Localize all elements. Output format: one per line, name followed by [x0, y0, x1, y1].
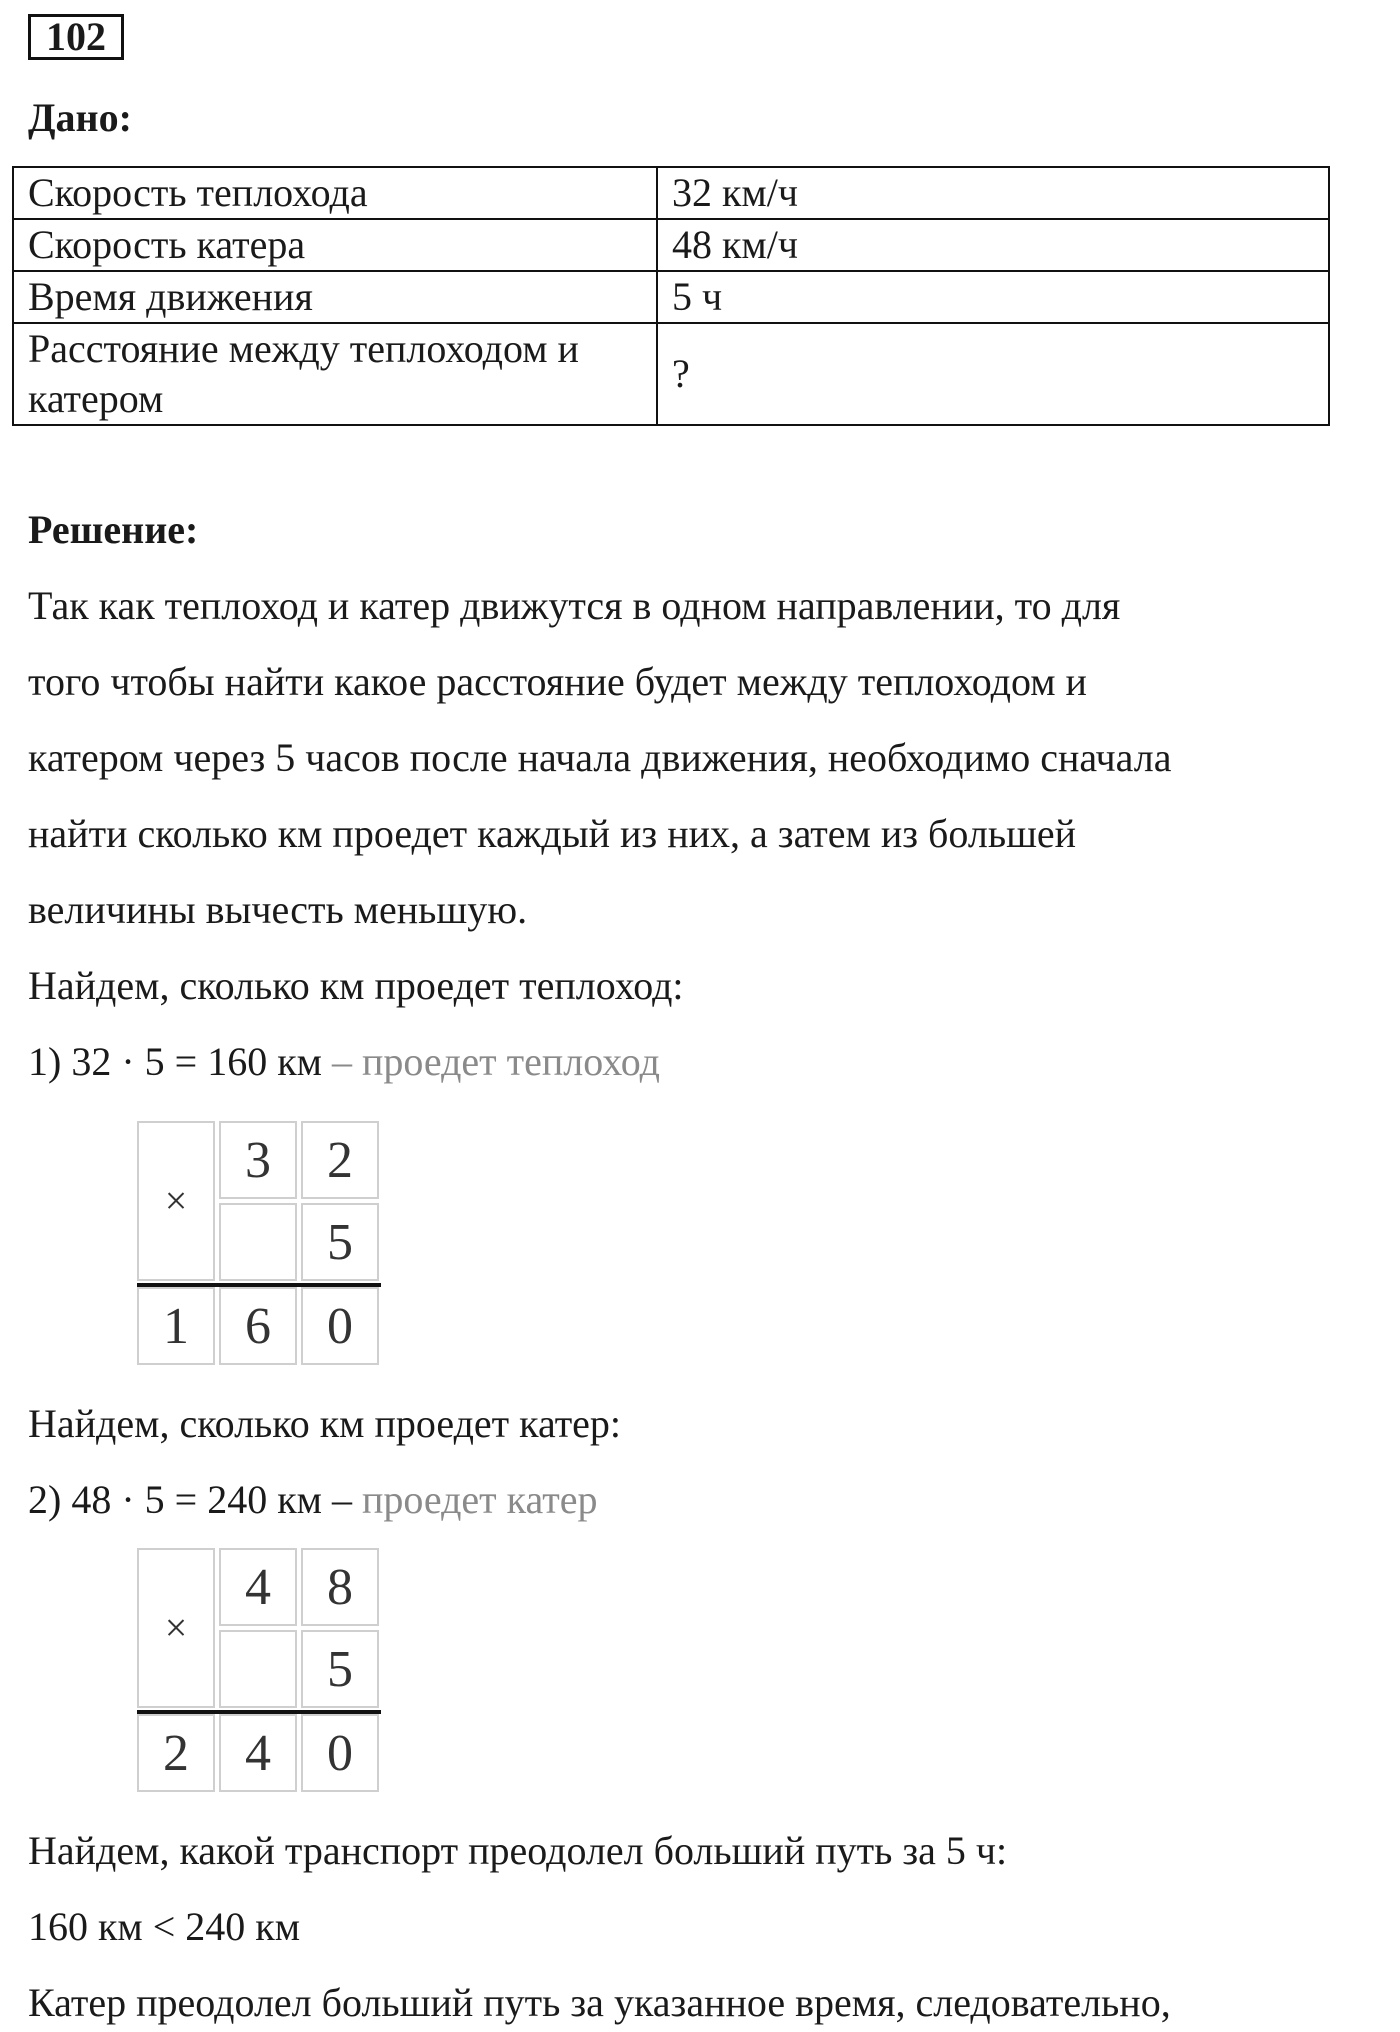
grid-digit: 0 — [301, 1287, 379, 1365]
grid-digit: 5 — [301, 1630, 379, 1708]
compare-expression: 160 км < 240 км — [28, 1904, 301, 1949]
grid-digit: 4 — [219, 1714, 297, 1792]
solution-heading: Решение: — [28, 507, 199, 552]
table-row — [13, 167, 1329, 219]
given-value: 48 км/ч — [657, 219, 1329, 271]
intro-line: того чтобы найти какое расстояние будет между теплоходом и — [28, 659, 1087, 704]
grid-digit: 2 — [137, 1714, 215, 1792]
given-label — [13, 323, 657, 425]
given-value: ? — [657, 323, 1329, 425]
grid-digit: 5 — [301, 1203, 379, 1281]
step2-note: проедет катер — [361, 1477, 598, 1522]
multiplication-grid-2 — [137, 1548, 381, 1792]
multiply-sign: × — [137, 1121, 215, 1281]
step1-equation-line — [28, 1038, 660, 1086]
given-label: Скорость катера — [13, 219, 657, 271]
grid-digit: 1 — [137, 1287, 215, 1365]
step1-note: – проедет теплоход — [321, 1039, 660, 1084]
given-value: 32 км/ч — [657, 167, 1329, 219]
step2-equation-line — [28, 1476, 597, 1524]
table-row — [13, 219, 1329, 271]
grid-digit: 4 — [219, 1548, 297, 1626]
given-table — [12, 166, 1330, 426]
intro-line: величины вычесть меньшую. — [28, 887, 528, 932]
step1-equation: 1) 32 · 5 = 160 км — [28, 1039, 322, 1084]
compare-intro: Найдем, какой транспорт преодолел больший путь за 5 ч: — [28, 1828, 1008, 1873]
table-row — [13, 271, 1329, 323]
grid-digit — [219, 1630, 297, 1708]
grid-digit: 0 — [301, 1714, 379, 1792]
table-row — [13, 323, 1329, 425]
intro-line: Так как теплоход и катер движутся в одном направлении, то для — [28, 583, 1121, 628]
grid-digit: 3 — [219, 1121, 297, 1199]
grid-digit: 2 — [301, 1121, 379, 1199]
given-label: Время движения — [13, 271, 657, 323]
intro-line: найти сколько км проедет каждый из них, а затем из большей — [28, 811, 1077, 856]
step1-intro: Найдем, сколько км проедет теплоход: — [28, 963, 684, 1008]
given-label: Скорость теплохода — [13, 167, 657, 219]
step2-intro: Найдем, сколько км проедет катер: — [28, 1401, 622, 1446]
multiply-sign: × — [137, 1548, 215, 1708]
given-label-line2: катером — [28, 376, 164, 421]
given-heading: Дано: — [28, 95, 132, 140]
multiplication-grid-1 — [137, 1121, 381, 1365]
conclusion-line: Катер преодолел больший путь за указанное время, следовательно, — [28, 1980, 1171, 2025]
grid-digit: 6 — [219, 1287, 297, 1365]
grid-digit: 8 — [301, 1548, 379, 1626]
grid-digit — [219, 1203, 297, 1281]
step2-equation: 2) 48 · 5 = 240 км – — [28, 1477, 362, 1522]
intro-line: катером через 5 часов после начала движения, необходимо сначала — [28, 735, 1172, 780]
given-value: 5 ч — [657, 271, 1329, 323]
given-label-line1: Расстояние между теплоходом и — [28, 326, 579, 371]
problem-number: 102 — [28, 14, 124, 60]
